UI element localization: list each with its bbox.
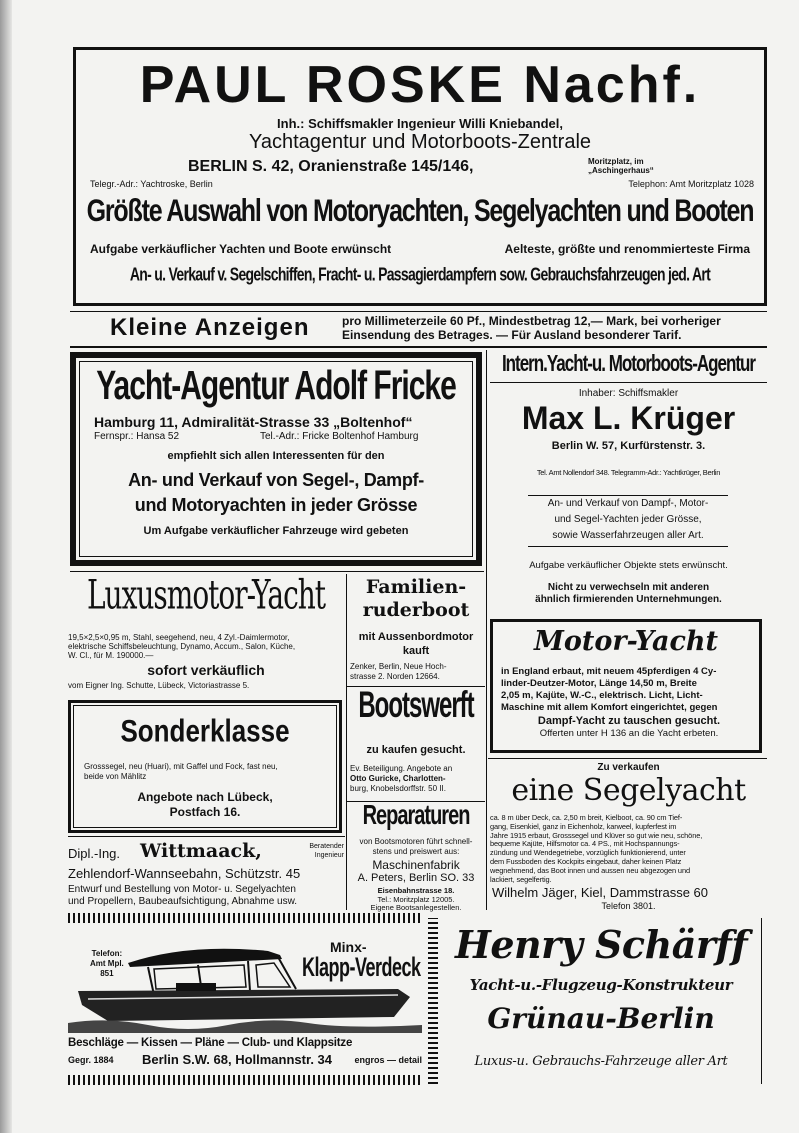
roske-owner: Inh.: Schiffsmakler Ingenieur Willi Kniebandel,	[277, 116, 563, 131]
krueger-services	[528, 495, 728, 547]
minx-ad	[68, 925, 422, 1085]
familien-sub	[348, 630, 484, 658]
minx-trade: engros — detail	[354, 1055, 422, 1065]
roske-telegram: Telegr.-Adr.: Yachtroske, Berlin	[90, 179, 213, 189]
bootswerft-desc-2: Otto Guricke, Charlotten-	[350, 774, 446, 783]
krueger-address: Berlin W. 57, Kurfürstenstr. 3.	[551, 440, 706, 452]
reparaturen-desc	[348, 837, 484, 857]
kleine-anzeigen	[70, 312, 767, 346]
reparaturen-street: Eisenbahnstrasse 18.	[377, 886, 455, 895]
motoryacht-title: Motor-Yacht	[533, 626, 719, 657]
kleine-title: Kleine Anzeigen	[110, 314, 310, 341]
roske-ad	[73, 47, 767, 306]
schaerff-left-hatch	[428, 918, 438, 1084]
segel-desc	[490, 814, 767, 884]
minx-tel-1: Telefon:	[91, 949, 123, 958]
reparaturen-ad	[348, 800, 484, 912]
fricke-address: Hamburg 11, Admiralität-Strasse 33 „Boltenhof“	[94, 414, 413, 430]
krueger-warning	[490, 582, 767, 606]
krueger-contact: Tel. Amt Nollendorf 348. Telegramm-Adr.: Yachtkrüger, Berlin	[536, 468, 721, 477]
segel-desc-3: Jahre 1915 erbaut, Grosssegel und Klüver so gut wie neu, schöne,	[490, 830, 703, 840]
roske-headline: Größte Auswahl von Motoryachten, Segelyachten und Booten	[86, 193, 754, 229]
segel-desc-5: zündung und Wendegetriebe, vorzüglich funktionierend, unter	[490, 848, 686, 858]
schaerff-line-3: Luxus-u. Gebrauchs-Fahrzeuge aller Art	[474, 1054, 728, 1069]
motoryacht-desc-2: linder-Deutzer-Motor, Länge 14,50 m, Breite	[501, 678, 697, 689]
schaerff-line-2: Grünau-Berlin	[487, 1002, 715, 1035]
bootswerft-sub: zu kaufen gesucht.	[366, 744, 466, 756]
kleine-rates	[342, 314, 721, 342]
segel-desc-7: wegnehmend, das Boot innen und aussen neu abgezogen und	[490, 865, 690, 875]
luxus-divider	[346, 574, 347, 910]
segel-addr: Wilhelm Jäger, Kiel, Dammstrasse 60	[492, 885, 709, 900]
motoryacht-desc-5: Dampf-Yacht zu tauschen gesucht.	[537, 715, 721, 727]
motoryacht-bottom-rule	[488, 758, 767, 759]
wittmaack-ad	[68, 838, 344, 910]
schaerff-line-1: Yacht-u.-Flugzeug-Konstrukteur	[469, 976, 733, 994]
fricke-telegram: Tel.-Adr.: Fricke Boltenhof Hamburg	[260, 431, 419, 442]
minx-title-1: Minx-	[330, 939, 367, 955]
segel-title: eine Segelyacht	[511, 773, 746, 808]
krueger-wanted: Aufgabe verkäuflicher Objekte stets erwünscht.	[529, 560, 728, 571]
familien-title-2: ruderboot	[362, 599, 470, 621]
luxus-title: Luxusmotor-Yacht	[86, 570, 326, 619]
column-divider	[486, 350, 487, 910]
reparaturen-name: Maschinenfabrik	[372, 858, 460, 872]
motoryacht-ad	[490, 619, 762, 753]
bootswerft-desc	[350, 764, 484, 794]
motoryacht-desc-1: in England erbaut, mit neuem 45pferdigen 4 Cy-	[501, 666, 717, 677]
minx-items: Beschläge — Kissen — Pläne — Club- und Klappsitze	[68, 1037, 353, 1049]
wittmaack-desc-1: Entwurf und Bestellung von Motor- u. Segelyachten	[68, 884, 296, 895]
fricke-main-2: und Motoryachten in jeder Grösse	[134, 495, 418, 515]
familien-addr-1: Zenker, Berlin, Neue Hoch-	[350, 662, 447, 671]
reparaturen-city: A. Peters, Berlin SO. 33	[357, 872, 475, 884]
sonder-desc-2: beide von Mählitz	[84, 772, 147, 781]
luxus-sale: sofort verkäuflich	[147, 662, 265, 678]
krueger-services-2: und Segel-Yachten jeder Grösse,	[554, 514, 702, 525]
reparaturen-desc-1: von Bootsmotoren führt schnell-	[359, 837, 473, 846]
fricke-title: Yacht-Agentur Adolf Fricke	[96, 364, 456, 409]
krueger-title-rule	[490, 382, 767, 383]
segel-desc-8: lackiert, segelfertig.	[490, 874, 552, 884]
segel-desc-4: bequeme Kajüte, Hilfsmotor ca. 4 PS., mit Hochspannungs-	[490, 839, 680, 849]
roske-bottom: An- u. Verkauf v. Segelschiffen, Fracht- u. Passagierdampfern sow. Gebrauchsfahrzeugen jed. Art	[129, 263, 711, 285]
segel-pre: Zu verkaufen	[597, 762, 660, 773]
krueger-ad	[490, 352, 767, 610]
segel-desc-6: dem Fussboden des Kockpits eingebaut, daher keinen Platz	[490, 856, 682, 866]
familien-title-1: Familien-	[365, 576, 467, 598]
roske-left-note: Aufgabe verkäuflicher Yachten und Boote erwünscht	[90, 242, 392, 256]
motoryacht-desc-3: 2,05 m, Kajüte, W.-C., elektrisch. Licht, Licht-	[501, 690, 703, 701]
familien-addr	[350, 662, 484, 682]
minx-tel-3: 851	[100, 969, 114, 978]
minx-founded: Gegr. 1884	[68, 1055, 114, 1065]
kleine-bottom-rule	[70, 346, 767, 348]
sonder-offer-2: Postfach 16.	[169, 805, 241, 819]
wittmaack-role-1: Beratender	[309, 843, 344, 850]
motoryacht-desc	[501, 666, 757, 740]
krueger-title: Intern.Yacht-u. Motorboots-Agentur	[501, 350, 756, 377]
fricke-inner	[79, 361, 473, 557]
roske-name: PAUL ROSKE Nachf.	[139, 56, 701, 114]
reparaturen-phone: Tel.: Moritzplatz 12005.	[377, 894, 455, 904]
kleine-line-1: pro Millimeterzeile 60 Pf., Mindestbetrag 12,— Mark, bei vorheriger	[342, 314, 721, 328]
kleine-line-2: Einsendung des Betrages. — Für Ausland besonderer Tarif.	[342, 328, 682, 342]
sonder-inner	[73, 705, 337, 828]
wittmaack-desc-2: und Propellern, Baubeaufsichtigung, Abnahme usw.	[68, 896, 298, 907]
segel-phone: Telefon 3801.	[601, 901, 656, 911]
motoryacht-desc-6: Offerten unter H 136 an die Yacht erbeten.	[539, 728, 719, 739]
fricke-ad	[70, 352, 482, 566]
roske-address-note	[588, 157, 654, 175]
familien-addr-2: strasse 2. Norden 12664.	[350, 672, 440, 681]
roske-tagline: Yachtagentur und Motorboots-Zentrale	[248, 131, 592, 153]
krueger-warning-1: Nicht zu verwechseln mit anderen	[547, 582, 710, 593]
familien-ad	[348, 574, 484, 684]
schaerff-name: Henry Schärff	[454, 922, 748, 967]
roske-address-note-2: „Aschingerhaus“	[588, 166, 654, 175]
reparaturen-title: Reparaturen	[362, 800, 470, 832]
roske-right-note: Aelteste, größte und renommierteste Firma	[504, 242, 750, 256]
bootswerft-title: Bootswerft	[358, 684, 474, 727]
familien-sub-2: kauft	[402, 645, 430, 657]
bootswerft-desc-3: burg, Knobelsdorffstr. 50 II.	[350, 784, 446, 793]
sonder-offer	[74, 790, 336, 820]
bottom-hatch-rule	[68, 913, 422, 923]
fricke-phone: Fernspr.: Hansa 52	[94, 431, 180, 442]
wittmaack-desc	[68, 884, 344, 908]
segel-desc-1: ca. 8 m über Deck, ca. 2,50 m breit, Kielboot, ca. 90 cm Tief-	[490, 813, 683, 822]
schaerff-ad	[440, 918, 762, 1084]
fricke-recommend: empfiehlt sich allen Interessenten für den	[167, 450, 385, 462]
familien-sub-1: mit Aussenbordmotor	[358, 631, 474, 643]
sonder-desc-1: Grosssegel, neu (Huari), mit Gaffel und Fock, fast neu,	[84, 762, 278, 771]
minx-bottom-hatch	[68, 1075, 422, 1085]
krueger-owner: Inhaber: Schiffsmakler	[578, 388, 679, 399]
segel-ad	[490, 760, 767, 910]
sonder-ad	[68, 700, 342, 833]
roske-address: BERLIN S. 42, Oranienstraße 145/146,	[188, 158, 474, 175]
reparaturen-desc-2: stens und preiswert aus:	[372, 847, 460, 856]
krueger-services-3: sowie Wasserfahrzeugen aller Art.	[552, 530, 704, 541]
krueger-warning-2: ähnlich firmierenden Unternehmungen.	[535, 594, 722, 605]
sonder-title: Sonderklasse	[120, 712, 290, 749]
luxus-desc-2: elektrische Schiffsbeleuchtung, Dynamo, Accum., Salon, Küche,	[68, 642, 296, 651]
minx-title-2: Klapp-Verdeck	[302, 951, 421, 982]
familien-title	[348, 576, 484, 622]
krueger-name: Max L. Krüger	[521, 400, 736, 436]
segel-desc-2: gang, Eisenkiel, ganz in Eichenholz, karweel, kupferfest im	[490, 821, 677, 831]
reparaturen-note: Eigene Bootsanlegestellen.	[370, 903, 462, 912]
wittmaack-role-2: Ingenieur	[314, 852, 344, 859]
bootswerft-desc-1: Ev. Beteiligung. Angebote an	[350, 764, 453, 773]
wittmaack-name: Wittmaack,	[140, 840, 262, 862]
sonder-offer-1: Angebote nach Lübeck,	[137, 790, 273, 804]
reparaturen-extra	[348, 887, 484, 913]
luxus-from: vom Eigner Ing. Schutte, Lübeck, Victoriastrasse 5.	[68, 681, 250, 690]
scan-edge	[0, 0, 12, 1133]
roske-address-note-1: Moritzplatz, im	[588, 157, 644, 166]
minx-tel-2: Amt Mpl.	[90, 959, 124, 968]
krueger-services-1: An- und Verkauf von Dampf-, Motor-	[547, 498, 709, 509]
minx-addr: Berlin S.W. 68, Hollmannstr. 34	[142, 1052, 333, 1067]
sonder-bottom-rule	[68, 836, 345, 837]
luxus-desc	[68, 633, 344, 660]
wittmaack-prefix: Dipl.-Ing.	[68, 846, 121, 861]
motorboat-illustration	[68, 925, 422, 1035]
roske-telephone: Telephon: Amt Moritzplatz 1028	[628, 179, 754, 189]
wittmaack-addr: Zehlendorf-Wannseebahn, Schützstr. 45	[68, 866, 301, 881]
wittmaack-role	[309, 842, 344, 860]
fricke-note: Um Aufgabe verkäuflicher Fahrzeuge wird gebeten	[143, 525, 409, 537]
luxus-desc-1: 19,5×2,5×0,95 m, Stahl, seegehend, neu, 4 Zyl.-Daimlermotor,	[68, 633, 290, 642]
luxus-desc-3: W. Cl., für M. 190000.—	[68, 651, 154, 660]
fricke-main-1: An- und Verkauf von Segel-, Dampf-	[128, 470, 424, 490]
luxus-ad	[68, 570, 344, 694]
bootswerft-ad	[348, 684, 484, 798]
motoryacht-desc-4: Maschine mit allem Komfort eingerichtet, gegen	[501, 702, 718, 713]
sonder-desc	[84, 762, 334, 782]
